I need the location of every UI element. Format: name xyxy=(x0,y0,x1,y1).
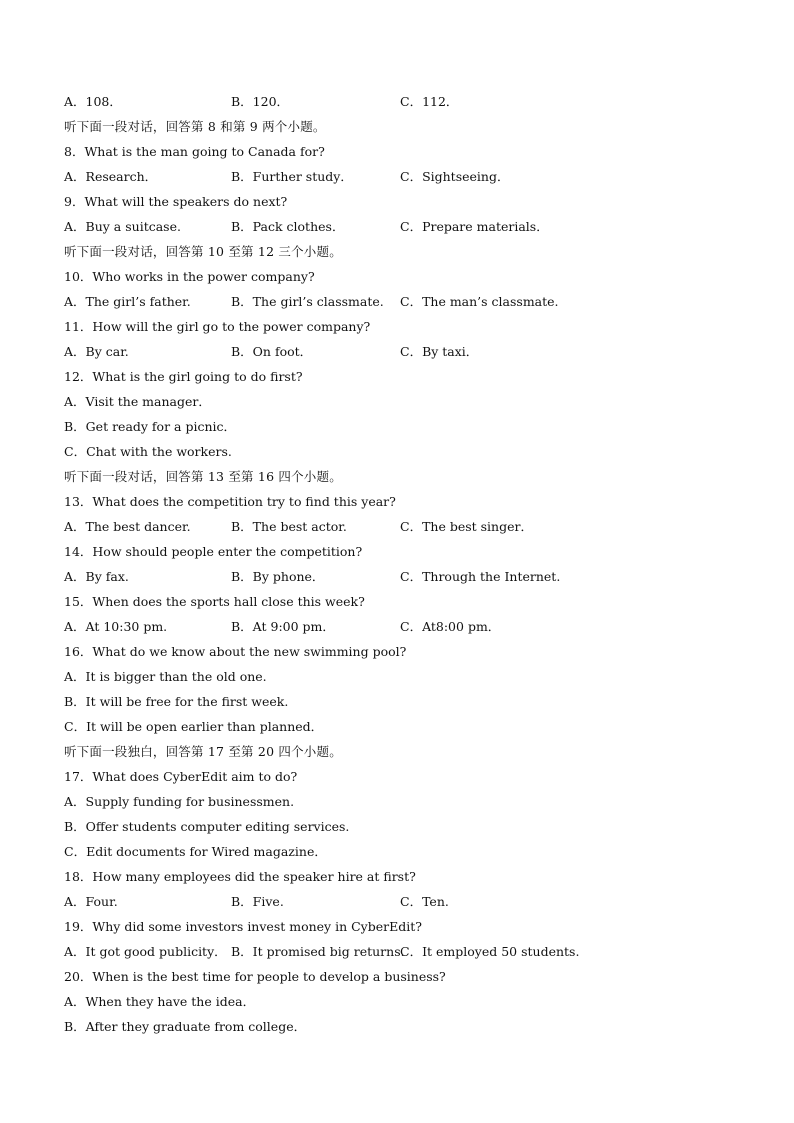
option-b: B．Pack clothes． xyxy=(231,219,345,234)
option-c: C．At8:00 pm． xyxy=(400,619,501,634)
option-b: B．Five. xyxy=(231,894,284,909)
option-line: B．Get ready for a picnic． xyxy=(64,419,237,434)
option-row xyxy=(64,614,744,639)
option-row xyxy=(64,339,744,364)
option-line: A．Visit the manager． xyxy=(64,394,211,409)
question: 9．What will the speakers do next? xyxy=(64,194,288,209)
option-c: C．The best singer． xyxy=(400,519,533,534)
question: 13．What does the competition try to find this year? xyxy=(64,494,396,509)
option-b: B．Further study． xyxy=(231,169,353,184)
option-line: B．It will be free for the first week. xyxy=(64,694,289,709)
question: 19．Why did some investors invest money in CyberEdit? xyxy=(64,919,422,934)
option-line: C．Edit documents for Wired magazine． xyxy=(64,844,327,859)
option-c: C．The man’s classmate. xyxy=(400,294,559,309)
option-a: A．Four. xyxy=(64,894,118,909)
option-b: B．The best actor. xyxy=(231,519,347,534)
option-a: A．By car. xyxy=(64,344,129,359)
question: 8．What is the man going to Canada for? xyxy=(64,144,325,159)
option-a: A．It got good publicity． xyxy=(64,944,227,959)
option-c: C．By taxi． xyxy=(400,344,479,359)
option-line: C．It will be open earlier than planned． xyxy=(64,719,324,734)
option-row xyxy=(64,214,744,239)
option-a: A．108． xyxy=(64,94,122,109)
option-c: C．Sightseeing． xyxy=(400,169,510,184)
option-c: C．Ten. xyxy=(400,894,449,909)
question: 10．Who works in the power company? xyxy=(64,269,315,284)
option-a: A．Research． xyxy=(64,169,158,184)
option-b: B．120． xyxy=(231,94,290,109)
option-line: A．When they have the idea． xyxy=(64,994,256,1009)
section-instruction: 听下面一段对话，回答第 8 和第 9 两个小题。 xyxy=(64,119,326,134)
option-a: A．The best dancer. xyxy=(64,519,191,534)
listening-questions xyxy=(64,89,744,1039)
question: 17．What does CyberEdit aim to do? xyxy=(64,769,298,784)
option-c: C．Through the Internet. xyxy=(400,569,561,584)
option-row xyxy=(64,164,744,189)
option-line: C．Chat with the workers. xyxy=(64,444,232,459)
option-a: A．At 10:30 pm. xyxy=(64,619,168,634)
option-b: B．At 9:00 pm． xyxy=(231,619,335,634)
option-line: A．Supply funding for businessmen. xyxy=(64,794,295,809)
option-line: B．After they graduate from college． xyxy=(64,1019,307,1034)
section-instruction: 听下面一段对话，回答第 10 至第 12 三个小题。 xyxy=(64,244,342,259)
option-line: A．It is bigger than the old one. xyxy=(64,669,267,684)
option-line: B．Offer students computer editing services. xyxy=(64,819,350,834)
option-a: A．The girl’s father. xyxy=(64,294,191,309)
option-b: B．By phone． xyxy=(231,569,325,584)
section-instruction: 听下面一段对话，回答第 13 至第 16 四个小题。 xyxy=(64,469,342,484)
option-row xyxy=(64,289,744,314)
option-row xyxy=(64,889,744,914)
question: 18．How many employees did the speaker hire at first? xyxy=(64,869,416,884)
option-a: A．By fax. xyxy=(64,569,129,584)
question: 12．What is the girl going to do first? xyxy=(64,369,303,384)
question: 20．When is the best time for people to develop a business? xyxy=(64,969,446,984)
option-row xyxy=(64,89,744,114)
option-c: C．It employed 50 students. xyxy=(400,944,580,959)
option-row xyxy=(64,564,744,589)
option-row xyxy=(64,514,744,539)
option-b: B．On foot． xyxy=(231,344,313,359)
option-b: B．The girl’s classmate. xyxy=(231,294,384,309)
option-a: A．Buy a suitcase. xyxy=(64,219,181,234)
option-row xyxy=(64,939,744,964)
option-b: B．It promised big returns. xyxy=(231,944,405,959)
question: 16．What do we know about the new swimming pool? xyxy=(64,644,407,659)
question: 14．How should people enter the competition? xyxy=(64,544,363,559)
question: 11．How will the girl go to the power company? xyxy=(64,319,371,334)
option-c: C．Prepare materials． xyxy=(400,219,549,234)
option-c: C．112． xyxy=(400,94,459,109)
section-instruction: 听下面一段独白，回答第 17 至第 20 四个小题。 xyxy=(64,744,342,759)
question: 15．When does the sports hall close this week? xyxy=(64,594,365,609)
